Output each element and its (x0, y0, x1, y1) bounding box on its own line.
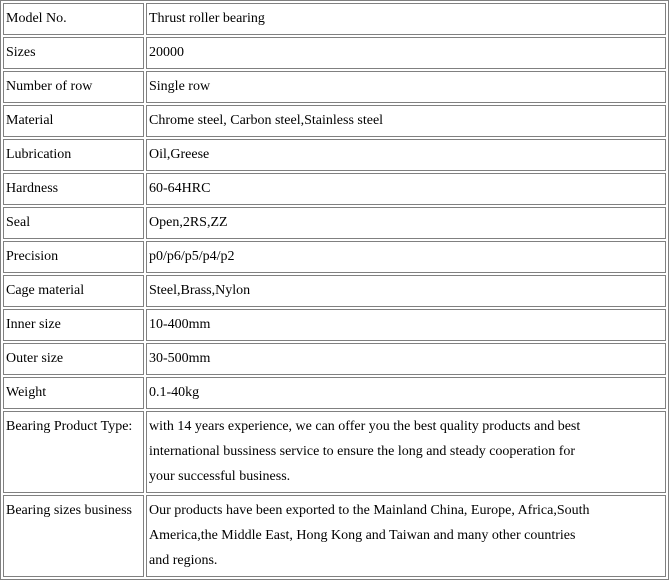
table-row (3, 173, 666, 205)
row-value-precision: p0/p6/p5/p4/p2 (146, 241, 666, 273)
row-value-weight: 0.1-40kg (146, 377, 666, 409)
row-value-cage-material: Steel,Brass,Nylon (146, 275, 666, 307)
row-value-sizes: 20000 (146, 37, 666, 69)
row-label-model: Model No. (3, 3, 144, 35)
row-label-inner-size: Inner size (3, 309, 144, 341)
table-row (3, 241, 666, 273)
row-value-seal: Open,2RS,ZZ (146, 207, 666, 239)
row-label-sizes: Sizes (3, 37, 144, 69)
row-label-seal: Seal (3, 207, 144, 239)
table-row (3, 309, 666, 341)
row-label-outer-size: Outer size (3, 343, 144, 375)
table-row (3, 37, 666, 69)
row-label-product-type: Bearing Product Type: (3, 411, 144, 493)
row-label-cage-material: Cage material (3, 275, 144, 307)
sizes-business-line-3: and regions. (149, 553, 218, 568)
product-type-line-2: international bussiness service to ensure the long and steady cooperation for (149, 444, 576, 459)
table-row (3, 377, 666, 409)
product-type-line-1: with 14 years experience, we can offer you the best quality products and best (149, 419, 581, 434)
product-type-line-3: your successful business. (149, 469, 291, 484)
row-value-hardness: 60-64HRC (146, 173, 666, 205)
row-label-lubrication: Lubrication (3, 139, 144, 171)
row-label-number-of-row: Number of row (3, 71, 144, 103)
row-label-sizes-business: Bearing sizes business (3, 495, 144, 577)
row-label-precision: Precision (3, 241, 144, 273)
row-value-number-of-row: Single row (146, 71, 666, 103)
row-label-weight: Weight (3, 377, 144, 409)
table-row (3, 495, 666, 577)
row-value-product-type (146, 411, 666, 493)
table-row (3, 3, 666, 35)
row-value-inner-size: 10-400mm (146, 309, 666, 341)
sizes-business-line-1: Our products have been exported to the Mainland China, Europe, Africa,South (149, 503, 590, 518)
table-row (3, 71, 666, 103)
row-label-material: Material (3, 105, 144, 137)
row-label-hardness: Hardness (3, 173, 144, 205)
table-row (3, 105, 666, 137)
row-value-model: Thrust roller bearing (146, 3, 666, 35)
table-row (3, 411, 666, 493)
row-value-sizes-business (146, 495, 666, 577)
row-value-lubrication: Oil,Greese (146, 139, 666, 171)
row-value-material: Chrome steel, Carbon steel,Stainless steel (146, 105, 666, 137)
table-row (3, 343, 666, 375)
table-row (3, 275, 666, 307)
table-row (3, 207, 666, 239)
sizes-business-line-2: America,the Middle East, Hong Kong and Taiwan and many other countries (149, 528, 576, 543)
row-value-outer-size: 30-500mm (146, 343, 666, 375)
table-row (3, 139, 666, 171)
